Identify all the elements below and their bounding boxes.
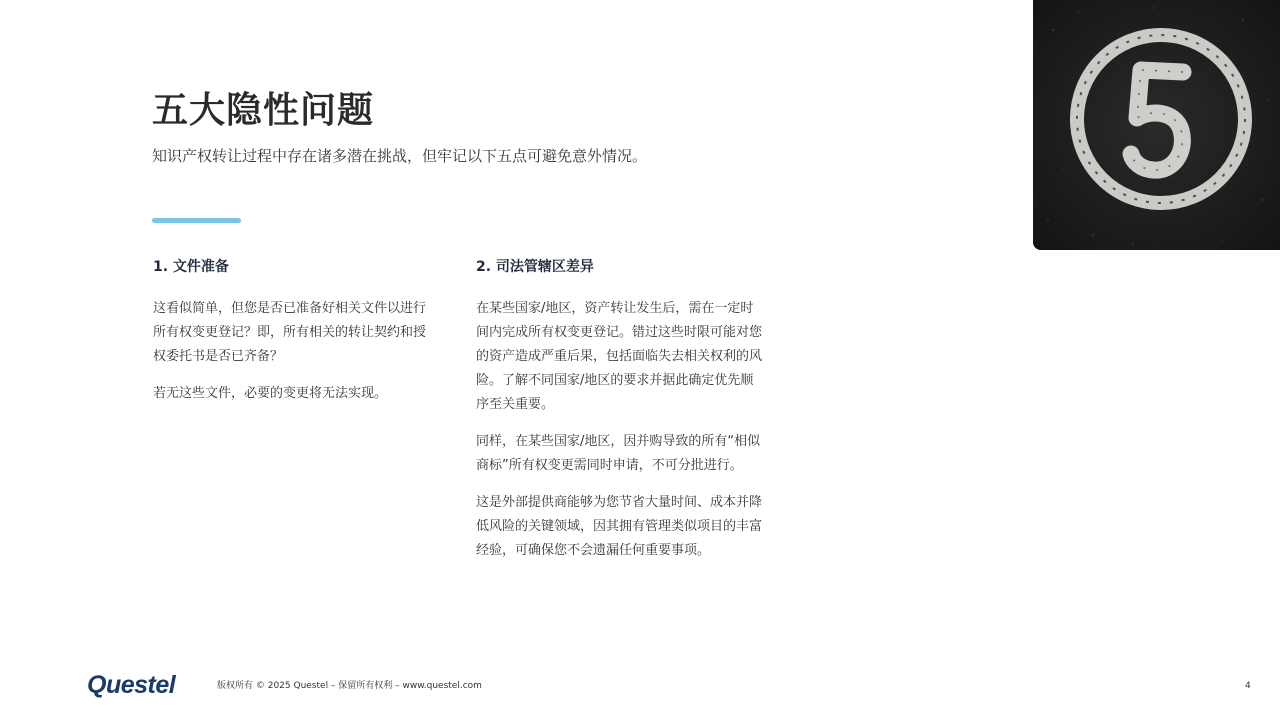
column-heading: 1. 文件准备: [153, 259, 229, 275]
number-five-photo: [1033, 0, 1280, 250]
column-paragraph: 在某些国家/地区，资产转让发生后，需在一定时间内完成所有权变更登记。错过这些时限可能对您的资产造成严重后果，包括面临失去相关权利的风险。了解不同国家/地区的要求并据此确定优先顺序至关重要。: [476, 301, 763, 412]
number-five-circle-icon: [1033, 0, 1280, 250]
column-heading: 2. 司法管辖区差异: [476, 259, 594, 275]
page-subtitle: 知识产权转让过程中存在诸多潜在挑战，但牢记以下五点可避免意外情况。: [152, 147, 648, 165]
column-jurisdiction-differences: [476, 256, 766, 576]
accent-divider: [152, 218, 241, 223]
footer-copyright: 版权所有 © 2025 Questel – 保留所有权利 – www.questel.com: [217, 681, 482, 691]
questel-logo: Questel: [87, 671, 176, 699]
column-paragraph: 若无这些文件，必要的变更将无法实现。: [153, 386, 388, 401]
column-document-preparation: [153, 256, 433, 419]
page-number: 4: [1245, 681, 1251, 691]
column-paragraph: 同样，在某些国家/地区，因并购导致的所有“相似商标”所有权变更需同时申请，不可分批进行。: [476, 434, 761, 473]
column-paragraph: 这看似简单，但您是否已准备好相关文件以进行所有权变更登记？即，所有相关的转让契约和授权委托书是否已齐备？: [153, 301, 427, 364]
page-title: 五大隐性问题: [152, 90, 375, 131]
column-paragraph: 这是外部提供商能够为您节省大量时间、成本并降低风险的关键领域，因其拥有管理类似项目的丰富经验，可确保您不会遗漏任何重要事项。: [476, 495, 763, 558]
